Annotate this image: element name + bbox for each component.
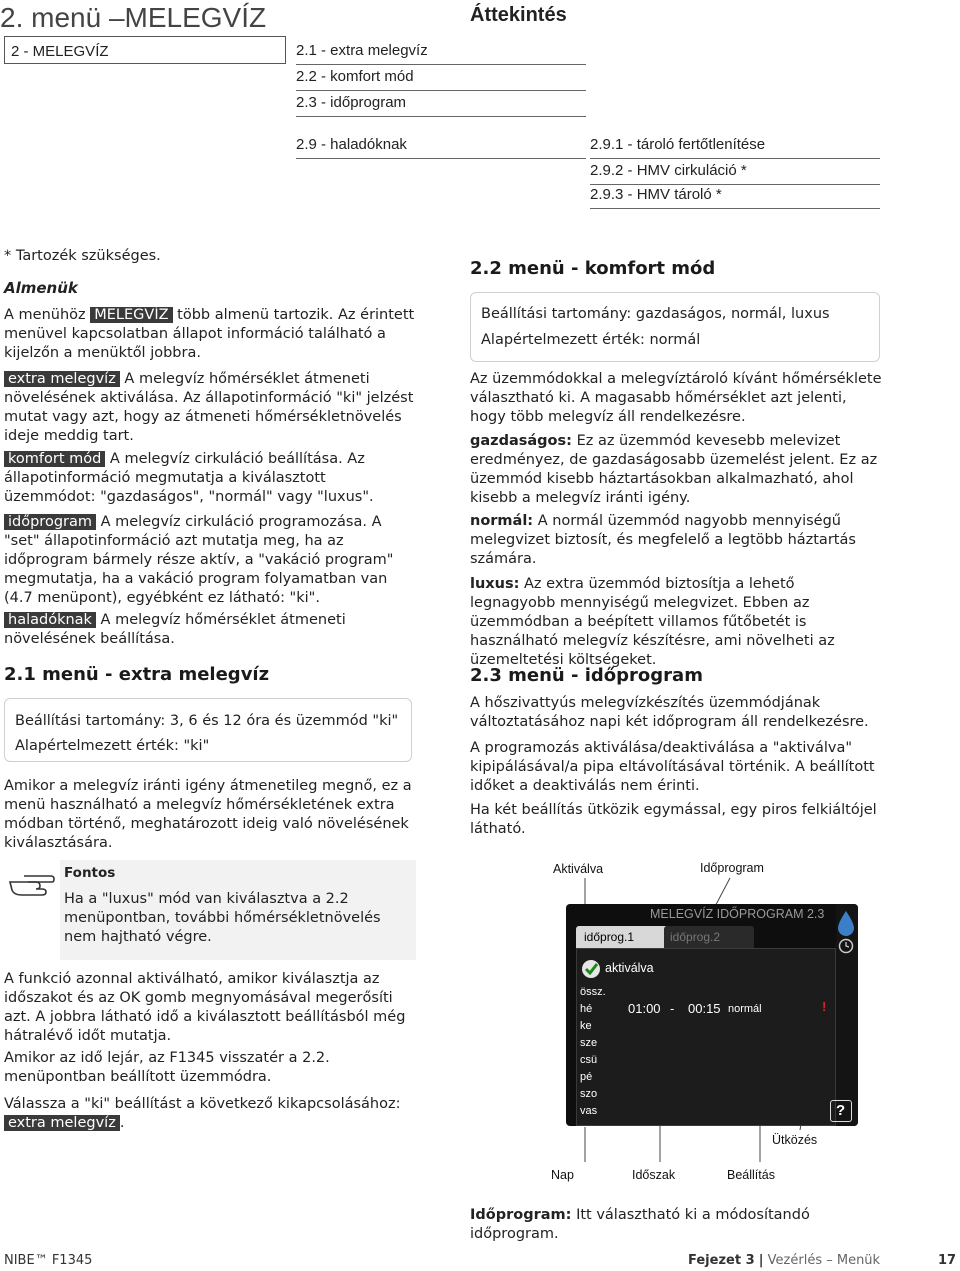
mode-normal: normál: A normál üzemmód nagyobb mennyiségű melegvizet biztosít, és megfelelő a legtöbb háztartás számára. bbox=[470, 513, 856, 567]
submenus-heading: Almenük bbox=[4, 279, 78, 297]
page-number: 17 bbox=[938, 1253, 957, 1268]
menu-tag: időprogram bbox=[4, 514, 96, 530]
section-2-1-text-1: Amikor a melegvíz iránti igény átmenetileg megnő, ez a menü használható a melegvíz hőmérsékletének extra módban történő, meghatározott ideig való növelésének kiválasztására. bbox=[4, 778, 412, 851]
mode-luxury: luxus: Az extra üzemmód biztosítja a lehető legnagyobb mennyiségű melegvizet. Ebben az üzemmódban a beépített villamos fűtőbetét is használható melegvíz készítésre, ami növelheti az üzemeltetési költségeket. bbox=[470, 576, 835, 668]
callout-label-period: Időszak bbox=[632, 1168, 676, 1182]
day-row-wed[interactable]: sze bbox=[580, 1037, 598, 1049]
time-separator: - bbox=[670, 1001, 675, 1016]
callout-label-activated: Aktiválva bbox=[553, 862, 604, 876]
important-note bbox=[4, 860, 416, 960]
menu-tag: MELEGVÍZ bbox=[90, 307, 172, 323]
setting-value[interactable]: normál bbox=[728, 1003, 762, 1015]
section-2-3-text-3: Ha két beállítás ütközik egymással, egy piros felkiáltójel látható. bbox=[470, 802, 877, 837]
submenus-intro: A menühöz MELEGVÍZ több almenü tartozik. Az érintett menüvel kapcsolatban állapot információ található a kijelzőn a menüktől jobbra. bbox=[4, 307, 415, 361]
footer-chapter: Fejezet 3 | Vezérlés – Menük bbox=[688, 1253, 881, 1268]
water-drop-icon bbox=[836, 910, 856, 938]
menu-tag: komfort mód bbox=[4, 451, 105, 467]
section-2-3-heading: 2.3 menü - időprogram bbox=[470, 665, 703, 686]
section-2-1-heading: 2.1 menü - extra melegvíz bbox=[4, 664, 270, 685]
footer-brand: NIBE™ F1345 bbox=[4, 1253, 93, 1268]
checkbox-checked-icon[interactable] bbox=[581, 959, 601, 979]
screen-title: MELEGVÍZ IDŐPROGRAM 2.3 bbox=[650, 907, 825, 921]
menu-item-2-9: 2.9 - haladóknak bbox=[296, 136, 586, 159]
submenu-desc-haladoknak: haladóknak A melegvíz hőmérséklet átmeneti növelésének beállítása. bbox=[4, 612, 346, 647]
day-row-sat[interactable]: szo bbox=[580, 1088, 598, 1100]
menu-root: 2 - MELEGVÍZ bbox=[4, 36, 286, 64]
section-2-1-settings-box: Beállítási tartomány: 3, 6 és 12 óra és üzemmód "ki" Alapértelmezett érték: "ki" bbox=[4, 698, 412, 762]
submenu-desc-extra: extra melegvíz A melegvíz hőmérséklet átmeneti növelésének aktiválása. Az állapotinformáció "ki" jelzést mutat vagy azt, hogy az átmeneti hőmérsékletnövelés ideje meddig tart. bbox=[4, 371, 414, 444]
note-body bbox=[60, 860, 416, 960]
menu-item-2-9-1: 2.9.1 - tároló fertőtlenítése bbox=[590, 136, 880, 159]
program-panel bbox=[576, 948, 836, 1126]
clock-icon bbox=[838, 938, 854, 954]
tab-program-2[interactable]: időprog.2 bbox=[664, 926, 754, 948]
menu-item-2-3: 2.3 - időprogram bbox=[296, 94, 586, 117]
callout-label-program: Időprogram bbox=[700, 861, 764, 875]
note-title: Fontos bbox=[64, 865, 116, 881]
menu-item-2-9-3: 2.9.3 - HMV tároló * bbox=[590, 186, 880, 209]
pointing-hand-icon bbox=[8, 868, 56, 900]
conflict-mark: ! bbox=[822, 999, 827, 1014]
menu-tag: extra melegvíz bbox=[4, 1115, 120, 1131]
callout-label-conflict: Ütközés bbox=[772, 1133, 818, 1147]
overview-heading: Áttekintés bbox=[470, 4, 567, 26]
footnote: * Tartozék szükséges. bbox=[4, 248, 161, 264]
menu-item-2-9-2: 2.9.2 - HMV cirkuláció * bbox=[590, 162, 880, 185]
menu-tree bbox=[0, 36, 960, 216]
help-button[interactable]: ? bbox=[830, 1100, 852, 1122]
figure-caption: Időprogram: Itt választható ki a módosítandó időprogram. bbox=[470, 1207, 810, 1242]
section-2-2-settings-box: Beállítási tartomány: gazdaságos, normál, luxus Alapértelmezett érték: normál bbox=[470, 292, 880, 362]
tab-program-1[interactable]: időprog.1 bbox=[576, 926, 668, 948]
section-2-1-text-4: Válassza a "ki" beállítást a következő kikapcsolásához: extra melegvíz . bbox=[4, 1096, 401, 1131]
menu-item-2-1: 2.1 - extra melegvíz bbox=[296, 42, 586, 65]
day-row-all[interactable]: össz. bbox=[580, 986, 606, 998]
activated-label: aktiválva bbox=[605, 961, 654, 975]
submenu-desc-komfort: komfort mód A melegvíz cirkuláció beállítása. Az állapotinformáció megmutatja a kiválasztott üzemmódot: "gazdaságos", "normál" vagy "luxus". bbox=[4, 451, 374, 505]
day-row-tue[interactable]: ke bbox=[580, 1020, 592, 1032]
submenu-desc-idoprogram: időprogram A melegvíz cirkuláció programozása. A "set" állapotinformáció azt mutatja meg, ha az időprogram bármely része aktív, a "vakáció program" megmutatja, ha a vakáció program folyamatban van (4.7 menüpont), egyébként ez látható: "ki". bbox=[4, 514, 394, 606]
day-row-sun[interactable]: vas bbox=[580, 1105, 598, 1117]
page-title: 2. menü –MELEGVÍZ bbox=[0, 2, 267, 33]
section-2-1-text-3: Amikor az idő lejár, az F1345 visszatér a 2.2. menüpontban beállított üzemmódra. bbox=[4, 1050, 330, 1085]
callout-label-day: Nap bbox=[551, 1168, 574, 1182]
callout-label-setting: Beállítás bbox=[727, 1168, 775, 1182]
menu-tag: haladóknak bbox=[4, 612, 96, 628]
section-2-2-text-1: Az üzemmódokkal a melegvíztároló kívánt hőmérséklete választható ki. A magasabb hőmérséklet azt jelenti, hogy több melegvíz áll rendelkezésre. bbox=[470, 371, 882, 425]
section-2-3-text-2: A programozás aktiválása/deaktiválása a "aktiválva" kipipálásával/a pipa eltávolításával történik. A beállított időket a deaktiválás nem érinti. bbox=[470, 740, 875, 794]
menu-item-2-2: 2.2 - komfort mód bbox=[296, 68, 586, 91]
day-row-fri[interactable]: pé bbox=[580, 1071, 593, 1083]
section-2-2-heading: 2.2 menü - komfort mód bbox=[470, 258, 716, 279]
menu-tag: extra melegvíz bbox=[4, 371, 120, 387]
mode-economy: gazdaságos: Ez az üzemmód kevesebb melevizet eredményez, de gazdaságosabb üzemelést jelent. Ez az üzemmód kisebb háztartásokban alkalmazható, ahol kisebb a melegvíz iránti igény. bbox=[470, 433, 878, 506]
day-row-thu[interactable]: csü bbox=[580, 1054, 598, 1066]
time-end[interactable]: 00:15 bbox=[688, 1001, 721, 1016]
section-2-3-text-1: A hőszivattyús melegvízkészítés üzemmódjának változtatásához napi két időprogram áll rendelkezésre. bbox=[470, 695, 869, 730]
section-2-1-text-2: A funkció azonnal aktiválható, amikor kiválasztja az időszakot és az OK gomb megnyomásával megerősíti azt. A jobbra látható idő a kiválasztott beállításból még hátralévő időt mutatja. bbox=[4, 971, 406, 1044]
day-row-mon[interactable]: hé bbox=[580, 1003, 593, 1015]
time-start[interactable]: 01:00 bbox=[628, 1001, 661, 1016]
note-text: Ha a "luxus" mód van kiválasztva a 2.2 menüpontban, további hőmérsékletnövelés nem hajtható végre. bbox=[64, 891, 381, 945]
